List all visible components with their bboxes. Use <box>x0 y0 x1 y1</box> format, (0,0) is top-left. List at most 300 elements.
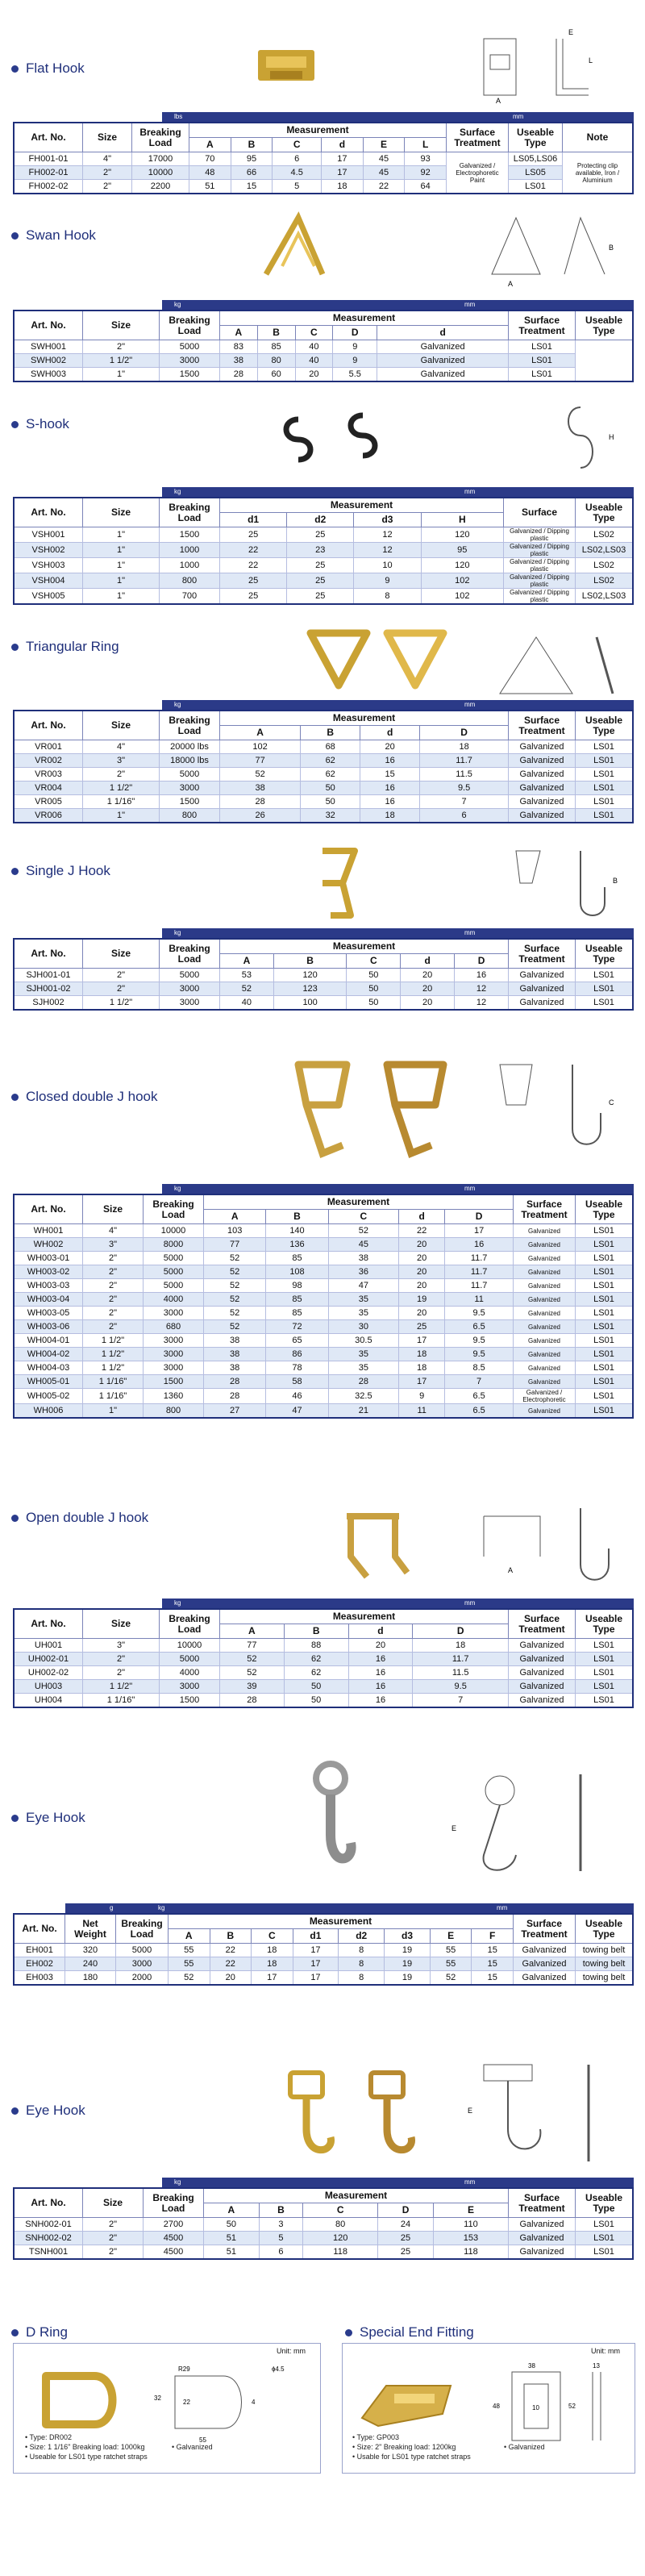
header-cell: Size <box>83 498 160 527</box>
table-row <box>14 2232 633 2245</box>
cell: LS01 <box>576 754 634 768</box>
cell: 23 <box>287 543 354 558</box>
cell: VR006 <box>14 809 83 823</box>
cell: Galvanized <box>509 2218 576 2232</box>
cell: 1 1/2" <box>83 1680 160 1694</box>
cell: 52 <box>220 768 301 782</box>
cell: LS02 <box>576 558 634 573</box>
flat-hook-table-wrap <box>13 113 634 194</box>
cell: 10000 <box>160 1639 220 1653</box>
table-body <box>14 740 633 823</box>
cell: 32.5 <box>328 1389 398 1404</box>
cell: 240 <box>65 1957 116 1971</box>
cell: WH004-01 <box>14 1334 83 1348</box>
table-row <box>14 1238 633 1252</box>
unit-label: kg <box>174 701 181 708</box>
cell: 16 <box>348 1666 413 1680</box>
cell: 52 <box>220 1666 285 1680</box>
cell: 51 <box>189 180 231 194</box>
cell: 52 <box>430 1971 472 1986</box>
header-cell: B <box>257 326 295 340</box>
cell: 38 <box>328 1252 398 1265</box>
bullet-icon <box>11 232 19 240</box>
dim-label: 10 <box>532 2404 539 2411</box>
cell: 2" <box>83 2245 144 2260</box>
cell: 20 <box>295 368 333 382</box>
table-row <box>14 1375 633 1389</box>
header-cell: Measurement <box>220 1609 509 1624</box>
cell: 120 <box>273 969 347 982</box>
cell: 100 <box>273 996 347 1011</box>
svg-text:E: E <box>452 1824 457 1832</box>
table-row <box>14 1971 633 1986</box>
dim-label: 13 <box>593 2362 600 2370</box>
cell: 25 <box>378 2245 434 2260</box>
cell: 4500 <box>144 2232 204 2245</box>
cell: LS01 <box>576 1348 634 1361</box>
header-cell: Note <box>563 123 634 152</box>
cell: 11 <box>445 1293 514 1307</box>
cell: SNH002-02 <box>14 2232 83 2245</box>
cell: 25 <box>378 2232 434 2245</box>
header-cell: Measurement <box>220 311 509 326</box>
header-cell: A <box>220 1624 285 1639</box>
cell: 38 <box>204 1361 266 1375</box>
cell: 58 <box>266 1375 328 1389</box>
cell: 5000 <box>116 1944 169 1957</box>
cell: 20 <box>210 1971 252 1986</box>
cell: 153 <box>433 2232 508 2245</box>
cell: Galvanized <box>514 1279 576 1293</box>
cell: 1 1/2" <box>83 354 160 368</box>
cell: Galvanized <box>509 740 576 754</box>
title-text: Closed double J hook <box>26 1089 158 1104</box>
eye-hook-table-wrap <box>13 1904 634 1986</box>
header-cell: D <box>445 1210 514 1224</box>
table-row <box>14 996 633 1011</box>
cell: FH002-02 <box>14 180 83 194</box>
table-row <box>14 1957 633 1971</box>
cell: 3000 <box>144 1307 204 1320</box>
dim-label: R29 <box>178 2366 190 2373</box>
cell: 52 <box>204 1307 266 1320</box>
cell: 62 <box>301 768 360 782</box>
cell: 102 <box>421 573 503 589</box>
single-j-hook-diagram <box>500 839 629 936</box>
cell: 1500 <box>160 527 220 543</box>
cell: LS01 <box>576 1293 634 1307</box>
cell: 20 <box>399 1265 445 1279</box>
cell: 5000 <box>160 1653 220 1666</box>
cell: SJH001-02 <box>14 982 83 996</box>
cell: 52 <box>169 1971 210 1986</box>
cell: 2" <box>83 1279 144 1293</box>
cell: 11.7 <box>445 1279 514 1293</box>
spec-table <box>13 122 634 194</box>
header-cell: Breaking Load <box>160 1609 220 1639</box>
cell: 4.5 <box>273 166 322 180</box>
table-row <box>14 1389 633 1404</box>
header-cell: C <box>273 138 322 152</box>
unit-label: mm <box>464 929 476 936</box>
cell: Galvanized <box>377 354 509 368</box>
cell: 45 <box>363 152 405 166</box>
eye-hook-2-table-wrap <box>13 2178 634 2260</box>
cell: 55 <box>430 1944 472 1957</box>
header-cell: Net Weight <box>65 1914 116 1944</box>
cell: 2" <box>83 1666 160 1680</box>
closed-double-j-hook-diagram <box>484 1048 629 1161</box>
cell: VSH004 <box>14 573 83 589</box>
header-cell: Art. No. <box>14 1194 83 1224</box>
section-title <box>11 1089 158 1105</box>
title-text: Swan Hook <box>26 227 96 243</box>
table-row <box>14 1666 633 1680</box>
cell: 180 <box>65 1971 116 1986</box>
title-text: Flat Hook <box>26 60 85 76</box>
table-body <box>14 1224 633 1419</box>
cell: 24 <box>378 2218 434 2232</box>
header-cell: Surface Treatment <box>509 1609 576 1639</box>
cell: 40 <box>295 354 333 368</box>
cell: 4" <box>83 152 132 166</box>
cell: 17 <box>399 1334 445 1348</box>
swan-hook-photo <box>250 210 339 282</box>
table-row <box>14 354 633 368</box>
header-cell: Breaking Load <box>144 1194 204 1224</box>
cell: 1 1/16" <box>83 795 160 809</box>
eye-hook-diagram <box>435 1758 629 1887</box>
cell: 95 <box>421 543 503 558</box>
cell: 1" <box>83 573 160 589</box>
section-title <box>345 2324 474 2340</box>
header-cell: Size <box>83 123 132 152</box>
cell: FH001-01 <box>14 152 83 166</box>
cell: 12 <box>455 982 509 996</box>
table-row <box>14 152 633 166</box>
cell: 3000 <box>160 354 220 368</box>
header-cell: d3 <box>385 1929 431 1944</box>
cell: 1" <box>83 543 160 558</box>
header-cell: Size <box>83 311 160 340</box>
bullet-icon <box>11 421 19 428</box>
cell: 17 <box>322 166 364 180</box>
cell: 3 <box>259 2218 302 2232</box>
cell: 50 <box>301 782 360 795</box>
cell: 16 <box>445 1238 514 1252</box>
header-cell: Measurement <box>220 498 504 513</box>
header-cell: E <box>363 138 405 152</box>
header-cell: A <box>169 1929 210 1944</box>
cell: 50 <box>204 2218 260 2232</box>
cell: 7 <box>445 1375 514 1389</box>
header-cell: A <box>220 726 301 740</box>
cell: 48 <box>189 166 231 180</box>
cell: 51 <box>204 2232 260 2245</box>
cell: Galvanized / Dipping plastic <box>504 558 576 573</box>
cell: Galvanized <box>509 768 576 782</box>
cell: WH003-06 <box>14 1320 83 1334</box>
cell: 1" <box>83 368 160 382</box>
cell: 38 <box>204 1348 266 1361</box>
cell: 46 <box>266 1389 328 1404</box>
cell: 1" <box>83 1404 144 1419</box>
title-text: Special End Fitting <box>360 2324 474 2340</box>
cell: 35 <box>328 1307 398 1320</box>
cell: 20 <box>399 1252 445 1265</box>
header-cell: B <box>273 954 347 969</box>
cell: Galvanized <box>509 782 576 795</box>
cell: 66 <box>231 166 273 180</box>
section-title <box>11 227 96 244</box>
flat-hook-photo <box>250 40 322 89</box>
cell: 25 <box>287 558 354 573</box>
cell: 1360 <box>144 1389 204 1404</box>
cell: 2" <box>83 340 160 354</box>
cell: 25 <box>287 589 354 605</box>
cell: 22 <box>210 1944 252 1957</box>
cell: towing belt <box>576 1944 634 1957</box>
cell: 2" <box>83 1252 144 1265</box>
cell: Galvanized <box>514 1944 576 1957</box>
svg-text:E: E <box>568 28 574 36</box>
cell: 32 <box>301 809 360 823</box>
cell: LS01 <box>576 1694 634 1708</box>
svg-text:B: B <box>613 877 618 885</box>
header-cell: Breaking Load <box>144 2188 204 2218</box>
cell: 27 <box>204 1404 266 1419</box>
cell: Galvanized <box>509 969 576 982</box>
cell: Galvanized <box>514 1971 576 1986</box>
cell: UH002-02 <box>14 1666 83 1680</box>
svg-text:A: A <box>508 280 514 288</box>
cell: 1" <box>83 558 160 573</box>
svg-text:E: E <box>468 2107 473 2115</box>
unit-label: mm <box>497 1904 508 1911</box>
cell: 28 <box>220 795 301 809</box>
cell: 3" <box>83 754 160 768</box>
cell: UH001 <box>14 1639 83 1653</box>
header-cell: Measurement <box>220 711 509 726</box>
dim-label: 52 <box>568 2403 576 2410</box>
header-cell: Breaking Load <box>160 711 220 740</box>
cell: 45 <box>363 166 405 180</box>
cell: WH004-03 <box>14 1361 83 1375</box>
cell: 5 <box>273 180 322 194</box>
cell: 1500 <box>160 1694 220 1708</box>
header-cell: Breaking Load <box>116 1914 169 1944</box>
table-row <box>14 1404 633 1419</box>
cell: 77 <box>220 1639 285 1653</box>
header-cell: D <box>420 726 509 740</box>
cell: LS02,LS03 <box>576 543 634 558</box>
cell: 25 <box>399 1320 445 1334</box>
header-cell: B <box>259 2203 302 2218</box>
cell: Galvanized <box>509 2232 576 2245</box>
header-cell: B <box>301 726 360 740</box>
table-row <box>14 1653 633 1666</box>
cell: WH001 <box>14 1224 83 1238</box>
cell: 10000 <box>144 1224 204 1238</box>
cell: 15 <box>472 1971 514 1986</box>
cell: 6 <box>420 809 509 823</box>
table-row <box>14 982 633 996</box>
table-row <box>14 527 633 543</box>
dim-label: ɸ4.5 <box>272 2366 285 2373</box>
cell: 16 <box>360 754 420 768</box>
header-cell: d1 <box>293 1929 339 1944</box>
cell: 2" <box>83 1265 144 1279</box>
cell: 20 <box>401 982 455 996</box>
cell: 6 <box>273 152 322 166</box>
cell: 700 <box>160 589 220 605</box>
cell: 38 <box>220 782 301 795</box>
cell: 9 <box>333 354 377 368</box>
header-cell: B <box>210 1929 252 1944</box>
cell: 78 <box>266 1361 328 1375</box>
title-text: S-hook <box>26 416 69 431</box>
header-cell: Breaking Load <box>160 939 220 969</box>
cell: 93 <box>405 152 447 166</box>
swan-hook-diagram <box>476 202 629 290</box>
open-double-j-hook-diagram <box>468 1492 629 1597</box>
cell: Galvanized <box>514 1238 576 1252</box>
cell: 102 <box>220 740 301 754</box>
header-cell: Art. No. <box>14 2188 83 2218</box>
cell: 20 <box>399 1238 445 1252</box>
cell: 2" <box>83 180 132 194</box>
header-cell: Useable Type <box>576 1194 634 1224</box>
cell: 17 <box>293 1944 339 1957</box>
cell: Galvanized <box>514 1348 576 1361</box>
header-cell: Useable Type <box>576 939 634 969</box>
cell: 28 <box>204 1375 266 1389</box>
table-row <box>14 1265 633 1279</box>
cell: Galvanized <box>514 1334 576 1348</box>
cell: 85 <box>266 1252 328 1265</box>
cell: LS01 <box>576 1279 634 1293</box>
header-cell: A <box>204 2203 260 2218</box>
cell: Galvanized <box>509 982 576 996</box>
d-ring-info <box>25 2432 186 2461</box>
cell: 20 <box>348 1639 413 1653</box>
cell: Galvanized <box>509 809 576 823</box>
table-row <box>14 166 633 180</box>
header-cell: H <box>421 513 503 527</box>
header-cell: C <box>303 2203 378 2218</box>
cell: 52 <box>204 1252 266 1265</box>
cell: 2" <box>83 1293 144 1307</box>
cell: 51 <box>204 2245 260 2260</box>
cell: 40 <box>220 996 274 1011</box>
dim-label: 48 <box>493 2403 500 2410</box>
header-cell: Breaking Load <box>160 498 220 527</box>
cell: 800 <box>144 1404 204 1419</box>
header-cell: C <box>295 326 333 340</box>
cell: 47 <box>266 1404 328 1419</box>
cell: 35 <box>328 1348 398 1361</box>
cell: VR001 <box>14 740 83 754</box>
cell: towing belt <box>576 1957 634 1971</box>
cell: 1 1/2" <box>83 1334 144 1348</box>
header-cell: d <box>401 954 455 969</box>
cell: WH003-05 <box>14 1307 83 1320</box>
table-row <box>14 754 633 768</box>
cell: 1 1/2" <box>83 1348 144 1361</box>
cell: UH004 <box>14 1694 83 1708</box>
table-row <box>14 1639 633 1653</box>
cell: 5000 <box>160 340 220 354</box>
cell: 22 <box>220 543 287 558</box>
cell: 17 <box>293 1971 339 1986</box>
cell: 26 <box>220 809 301 823</box>
header-cell: Art. No. <box>14 1914 65 1944</box>
cell: 25 <box>220 573 287 589</box>
section-title <box>11 2324 68 2340</box>
cell: 136 <box>266 1238 328 1252</box>
table-row <box>14 558 633 573</box>
svg-text:L: L <box>589 56 593 65</box>
cell: Galvanized / Dipping plastic <box>504 527 576 543</box>
cell: 25 <box>287 527 354 543</box>
cell: 7 <box>413 1694 509 1708</box>
cell: LS01 <box>576 1639 634 1653</box>
cell: 123 <box>273 982 347 996</box>
cell: Galvanized <box>514 1265 576 1279</box>
unit-label: mm <box>513 113 524 120</box>
cell: Galvanized <box>514 1252 576 1265</box>
cell: 77 <box>220 754 301 768</box>
cell: Galvanized <box>377 368 509 382</box>
cell: 52 <box>204 1279 266 1293</box>
section-title <box>11 416 69 432</box>
cell: 52 <box>220 982 274 996</box>
cell: WH003-01 <box>14 1252 83 1265</box>
d-ring-box <box>13 2343 321 2474</box>
header-cell: Size <box>83 2188 144 2218</box>
cell: 11.7 <box>413 1653 509 1666</box>
cell: VR002 <box>14 754 83 768</box>
cell: 11.7 <box>445 1265 514 1279</box>
cell: 25 <box>287 573 354 589</box>
cell: 5 <box>259 2232 302 2245</box>
cell: 19 <box>385 1957 431 1971</box>
cell: 45 <box>328 1238 398 1252</box>
cell: 3000 <box>144 1361 204 1375</box>
unit-label: mm <box>464 701 476 708</box>
cell: 3" <box>83 1639 160 1653</box>
cell: 20 <box>399 1279 445 1293</box>
header-cell: Art. No. <box>14 123 83 152</box>
info-line: • Galvanized <box>504 2443 545 2451</box>
cell: 50 <box>284 1680 348 1694</box>
cell: 2000 <box>116 1971 169 1986</box>
header-cell: A <box>204 1210 266 1224</box>
cell: 140 <box>266 1224 328 1238</box>
cell: 30.5 <box>328 1334 398 1348</box>
header-cell: d <box>399 1210 445 1224</box>
unit-label: Unit: mm <box>277 2347 306 2355</box>
cell: 15 <box>360 768 420 782</box>
cell: 15 <box>472 1944 514 1957</box>
table-row <box>14 1694 633 1708</box>
cell: 95 <box>231 152 273 166</box>
cell: 18000 lbs <box>160 754 220 768</box>
cell: 3000 <box>160 982 220 996</box>
cell: 20000 lbs <box>160 740 220 754</box>
header-cell: d <box>377 326 509 340</box>
cell: TSNH001 <box>14 2245 83 2260</box>
